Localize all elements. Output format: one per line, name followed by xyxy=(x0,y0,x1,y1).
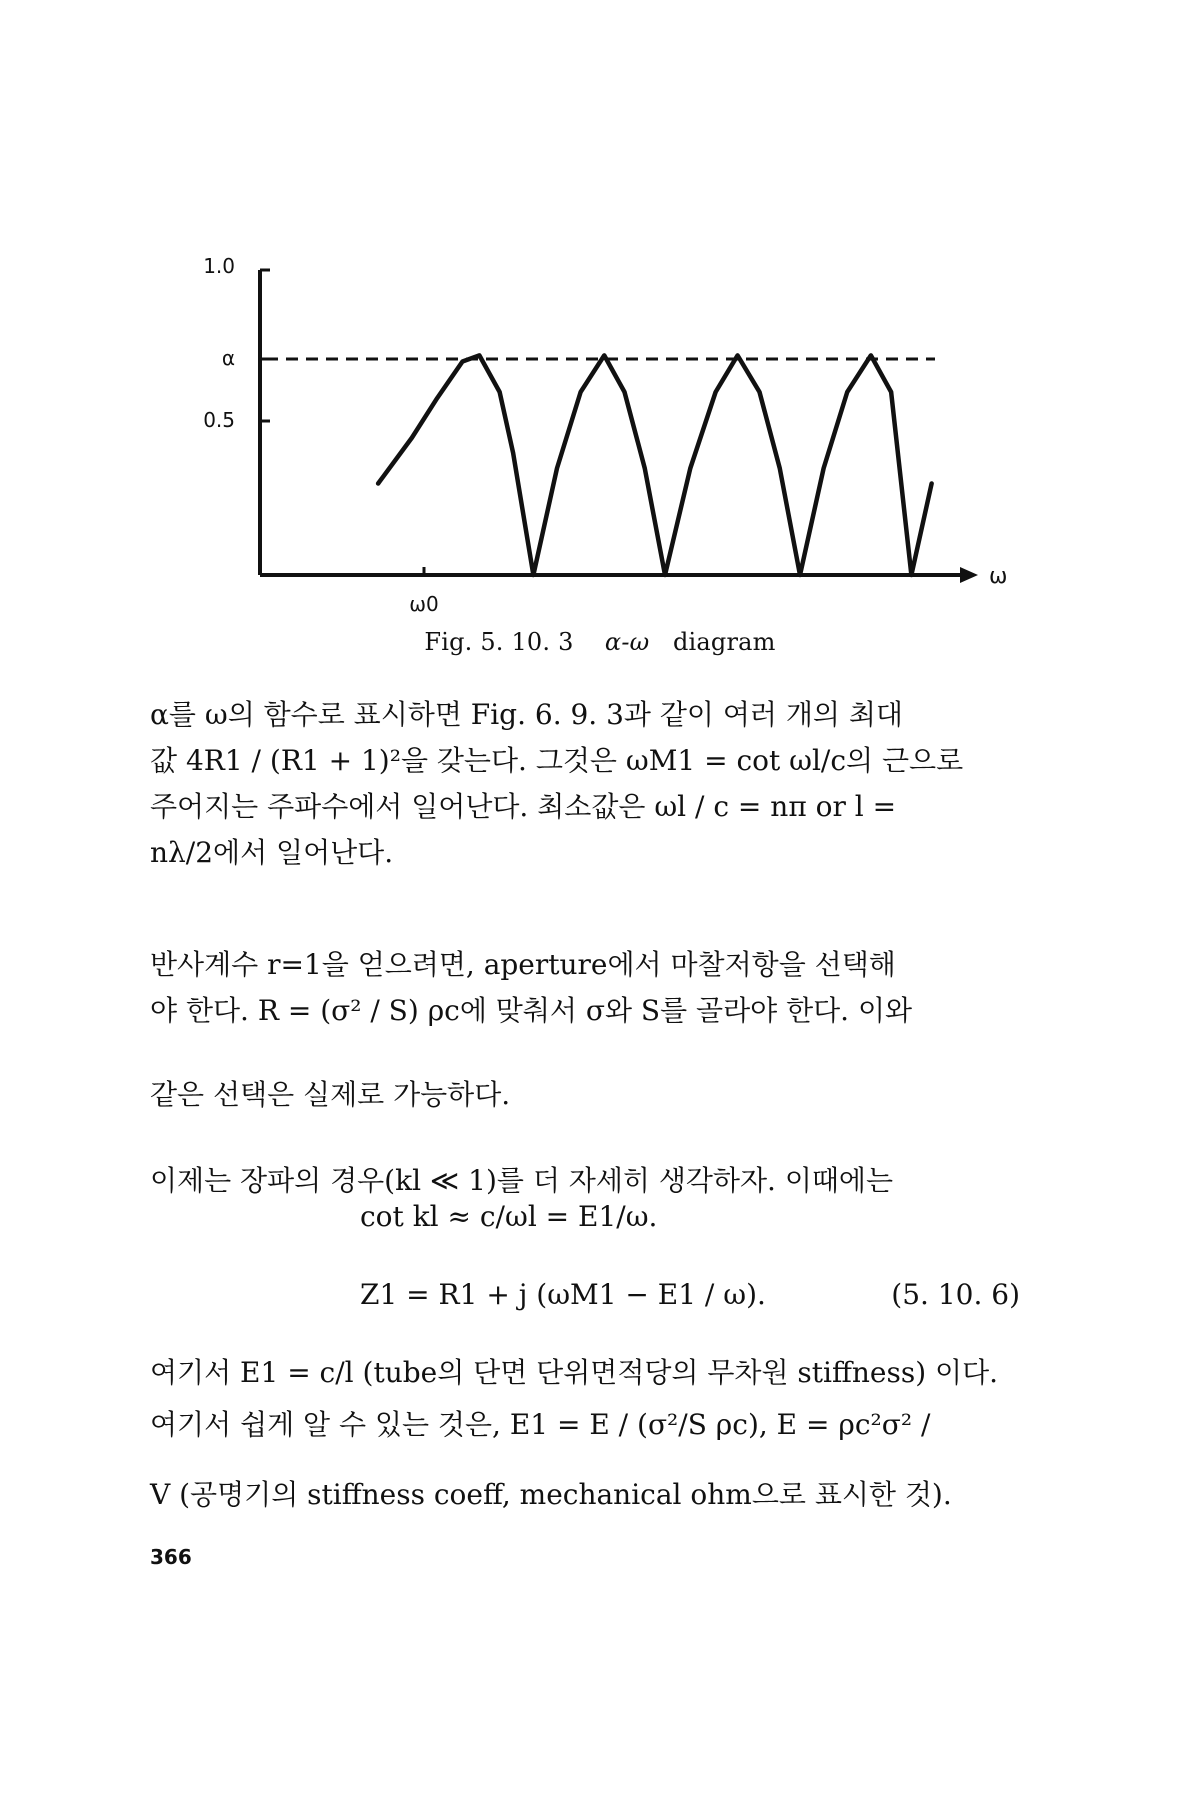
paragraph-7: V (공명기의 stiffness coeff, mechanical ohm으로 표시한 것). xyxy=(150,1478,952,1511)
y-label-alpha: α xyxy=(221,346,235,370)
equation-2 xyxy=(360,1274,1020,1316)
x-axis-arrowhead xyxy=(960,567,978,583)
equation-number: (5. 10. 6) xyxy=(891,1278,1020,1311)
x-label-omega0: ω0 xyxy=(409,592,439,616)
alpha-omega-figure xyxy=(200,225,1008,616)
figure-caption xyxy=(0,628,1200,656)
alpha-omega-curve xyxy=(378,355,932,575)
equation-2-body: Z1 = R1 + j (ωM1 − E1 / ω). xyxy=(360,1278,766,1311)
paragraph-2-line-1: 반사계수 r=1을 얻으려면, aperture에서 마찰저항을 선택해 xyxy=(150,948,896,981)
y-label-half: 0.5 xyxy=(203,408,235,432)
paragraph-5: 여기서 E1 = c/l (tube의 단면 단위면적당의 무차원 stiffness) 이다. xyxy=(150,1356,999,1389)
paragraph-2-line-2: 야 한다. R = (σ² / S) ρc에 맞춰서 σ와 S를 골라야 한다. 이와 xyxy=(150,994,913,1027)
caption-suffix: diagram xyxy=(672,628,776,656)
paragraph-1-line-4: nλ/2에서 일어난다. xyxy=(150,836,394,869)
paragraph-3: 같은 선택은 실제로 가능하다. xyxy=(150,1078,511,1111)
x-axis-label: ω xyxy=(989,564,1008,589)
paragraph-4: 이제는 장파의 경우(kl ≪ 1)를 더 자세히 생각하자. 이때에는 xyxy=(150,1164,894,1197)
page-number: 366 xyxy=(150,1545,192,1569)
alpha-omega-chart xyxy=(200,225,1008,616)
paragraph-1-line-2: 값 4R1 / (R1 + 1)²을 갖는다. 그것은 ωM1 = cot ωl/c의 근으로 xyxy=(150,744,964,777)
paragraph-6: 여기서 쉽게 알 수 있는 것은, E1 = E / (σ²/S ρc), E = ρc²σ² / xyxy=(150,1408,931,1441)
caption-prefix: Fig. 5. 10. 3 xyxy=(424,628,574,656)
paragraph-1 xyxy=(150,692,1050,876)
caption-math: α-ω xyxy=(604,628,650,656)
paragraph-2 xyxy=(150,942,1050,1034)
y-label-top: 1.0 xyxy=(203,254,235,278)
paragraph-1-line-3: 주어지는 주파수에서 일어난다. 최소값은 ωl / c = nπ or l = xyxy=(150,790,897,823)
paragraph-1-line-1: α를 ω의 함수로 표시하면 Fig. 6. 9. 3과 같이 여러 개의 최대 xyxy=(150,698,903,731)
equation-1: cot kl ≈ c/ωl = E1/ω. xyxy=(360,1200,658,1233)
